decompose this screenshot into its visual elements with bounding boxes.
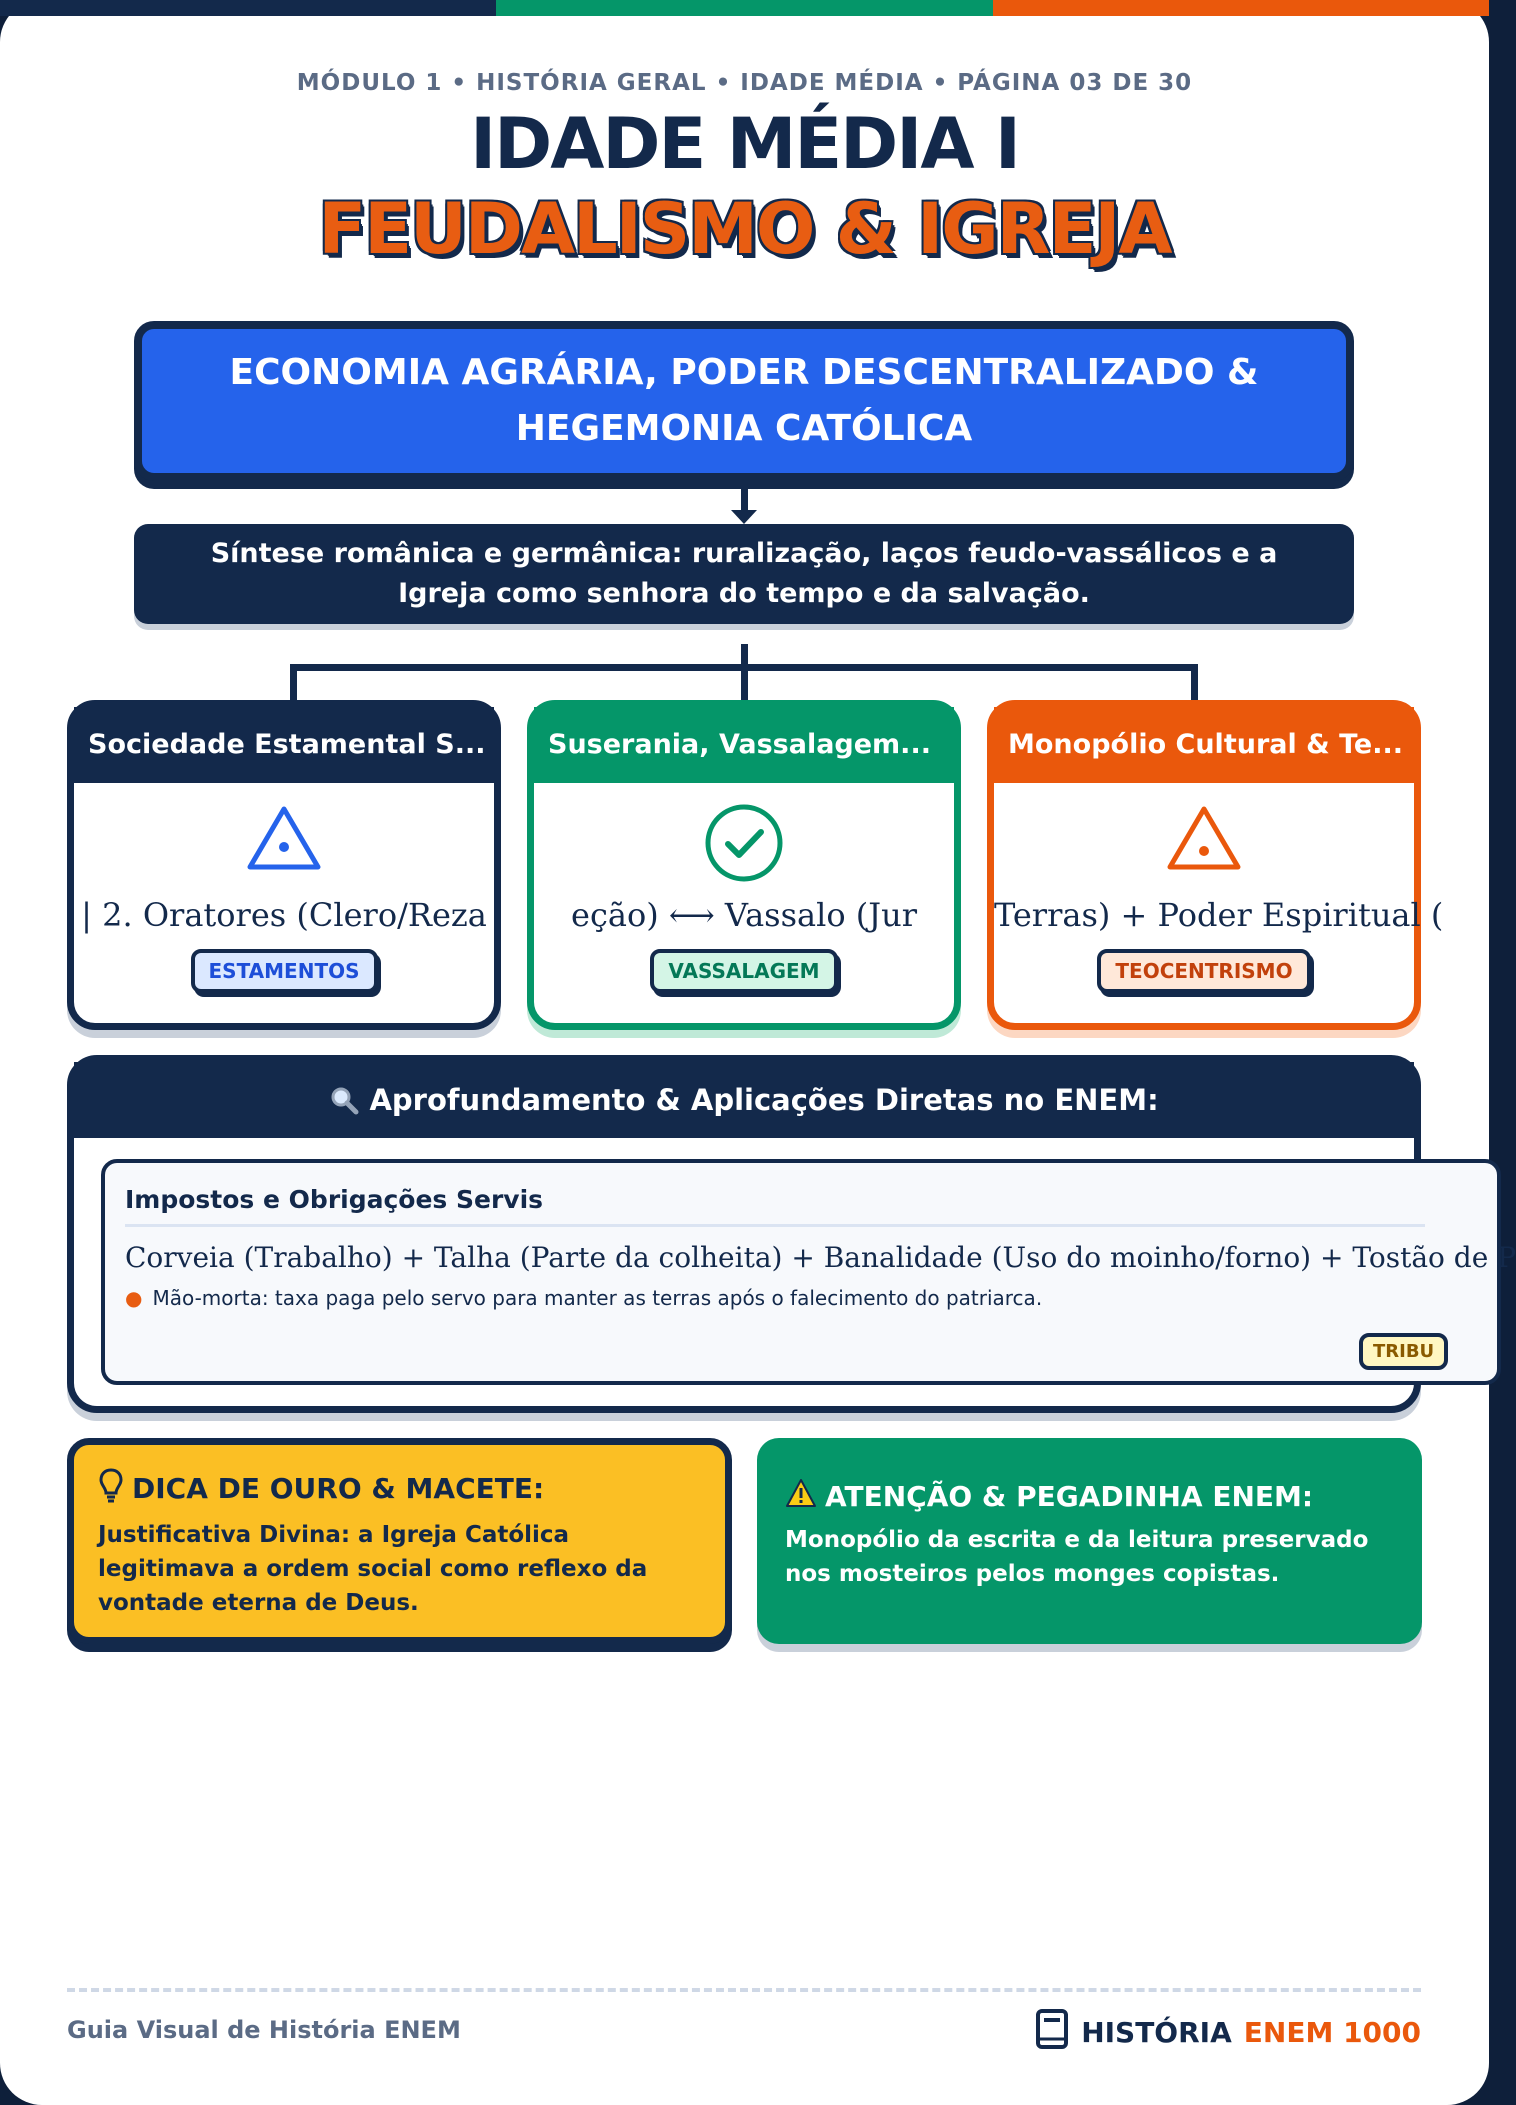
badge-estamentos: ESTAMENTOS (191, 949, 378, 993)
branch-stem (741, 644, 748, 706)
gold-tip-box (67, 1438, 732, 1644)
card-formula: | 2. Oratores (Clero/Reza (81, 896, 487, 934)
card-title: Sociedade Estamental S... (74, 707, 494, 783)
bullet-text: Mão-morta: taxa paga pelo servo para manter as terras após o falecimento do patriarca. (152, 1286, 1043, 1310)
book-icon (1035, 2008, 1069, 2057)
arrow-down-icon (731, 510, 757, 524)
gold-tip-text: Justificativa Divina: a Igreja Católica legitimava a ordem social como reflexo da vontade eterna de Deus. (98, 1522, 648, 1616)
branch-line (290, 664, 1198, 671)
summary-box (134, 524, 1354, 624)
warning-tip-text: Monopólio da escrita e da leitura preservado nos mosteiros pelos monges copistas. (785, 1527, 1369, 1587)
theme-banner (134, 321, 1354, 481)
page-subtitle: FEUDALISMO & IGREJA (318, 188, 1171, 270)
warning-tip-box (757, 1438, 1422, 1644)
gold-tip-title: DICA DE OURO & MACETE: (132, 1472, 545, 1505)
summary-line-1: Síntese românica e germânica: ruralização, laços feudo-vassálicos e a (210, 538, 1278, 569)
card-formula: Terras) + Poder Espiritual ( (994, 896, 1444, 934)
deep-dive-panel (67, 1055, 1516, 1413)
footer-brand (1035, 2008, 1421, 2057)
banner-line-1: ECONOMIA AGRÁRIA, PODER DESCENTRALIZADO & (229, 352, 1259, 393)
summary-line-2: Igreja como senhora do tempo e da salvação. (398, 578, 1090, 609)
top-color-bar (0, 0, 1489, 16)
deep-dive-header (74, 1062, 1414, 1138)
magnifier-icon (329, 1083, 369, 1117)
card-vassalagem (527, 700, 961, 1030)
lightbulb-icon (98, 1467, 124, 1510)
footer-divider (67, 1988, 1421, 1992)
gold-tip-header (98, 1467, 701, 1510)
card-teocentrismo (987, 700, 1444, 1030)
badge-teocentrismo: TEOCENTRISMO (1097, 949, 1310, 993)
card-title: Monopólio Cultural & Te... (994, 707, 1414, 783)
obligations-title: Impostos e Obrigações Servis (125, 1185, 1425, 1227)
banner-line-2: HEGEMONIA CATÓLICA (515, 408, 973, 449)
check-circle-icon (534, 803, 954, 879)
brand-enem: ENEM 1000 (1243, 2016, 1421, 2049)
bullet-dot-icon: ● (125, 1286, 143, 1310)
obligations-formula: Corveia (Trabalho) + Talha (Parte da colheita) + Banalidade (Uso do moinho/forno) + Tostão de P (125, 1241, 1516, 1274)
card-title: Suserania, Vassalagem... (534, 707, 954, 783)
page-title: IDADE MÉDIA I (470, 103, 1019, 185)
card-estamentos (67, 700, 501, 1030)
warning-triangle-icon (994, 803, 1414, 879)
list-item (125, 1286, 1497, 1310)
connector-line (741, 481, 748, 511)
badge-tributos: TRIBU (1359, 1333, 1448, 1370)
brand-historia: HISTÓRIA (1081, 2016, 1232, 2049)
card-formula: eção) ⟷ Vassalo (Jur (571, 896, 917, 934)
warning-tip-header (785, 1478, 1394, 1515)
badge-vassalagem: VASSALAGEM (650, 949, 837, 993)
obligations-box (101, 1159, 1516, 1385)
breadcrumb: MÓDULO 1 • HISTÓRIA GERAL • IDADE MÉDIA • PÁGINA 03 DE 30 (296, 70, 1193, 96)
warning-icon (785, 1478, 817, 1515)
deep-dive-title: Aprofundamento & Aplicações Diretas no ENEM: (369, 1083, 1159, 1117)
header (0, 70, 1489, 274)
triangle-dot-icon (74, 803, 494, 879)
warning-tip-title: ATENÇÃO & PEGADINHA ENEM: (825, 1480, 1314, 1513)
footer-credit: Guia Visual de História ENEM (67, 2016, 461, 2044)
